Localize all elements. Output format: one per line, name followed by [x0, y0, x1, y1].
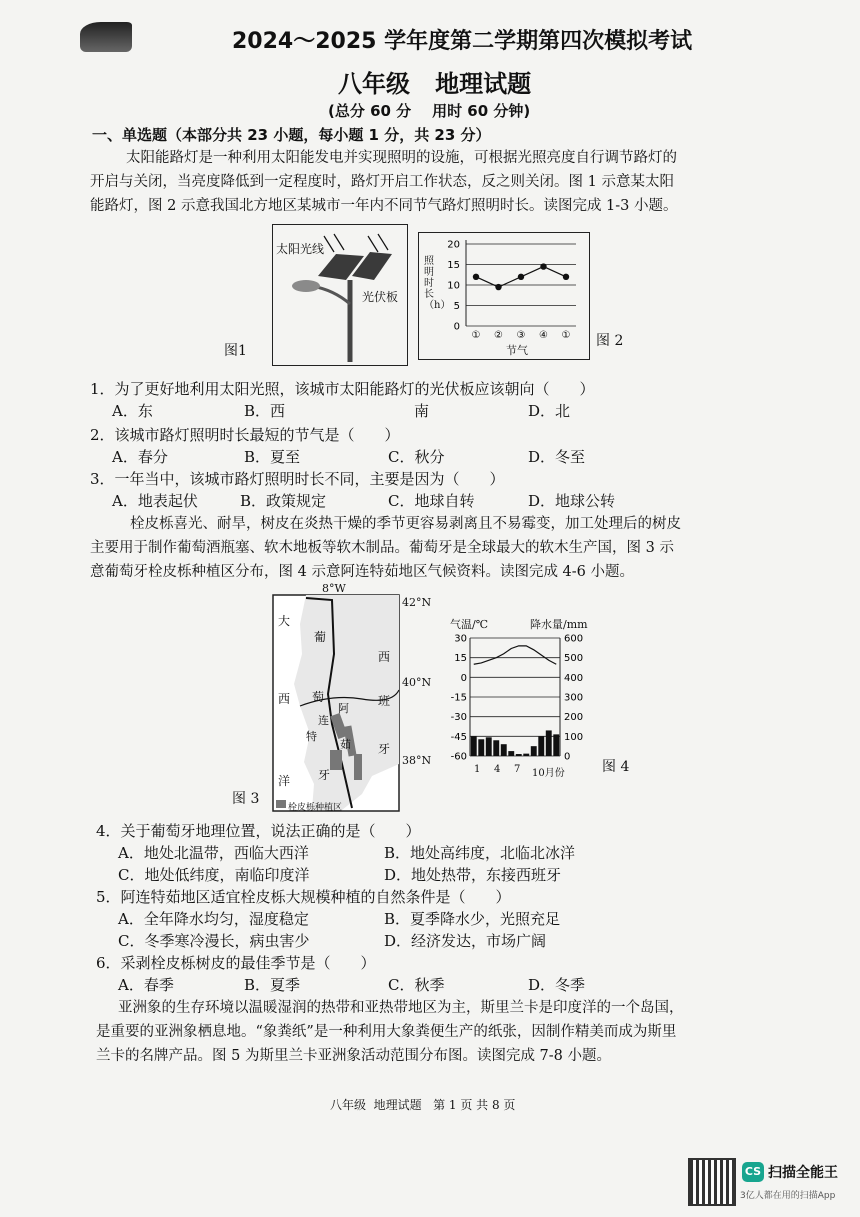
q5-option-b[interactable]: B．夏季降水少，光照充足	[384, 910, 561, 928]
x-tick-label: ④	[539, 330, 548, 341]
passage1-line1: 太阳能路灯是一种利用太阳能发电并实现照明的设施，可根据光照亮度自行调节路灯的	[126, 150, 677, 166]
map-label-alentejo-2: 连	[318, 714, 329, 727]
map-label-atlantic-3: 洋	[278, 774, 291, 788]
map-label-portugal-1: 葡	[314, 630, 327, 644]
figure4-xtick-4: 10月份	[532, 768, 565, 779]
figure3-lat2: 40°N	[402, 676, 432, 689]
figure4-caption: 图 4	[602, 759, 630, 775]
data-point	[563, 274, 569, 280]
figure2-caption: 图 2	[596, 333, 624, 349]
q1-option-a[interactable]: A．东	[112, 402, 153, 420]
figure3-lat3: 38°N	[402, 754, 432, 767]
passage2-line3: 意葡萄牙栓皮栎种植区分布，图 4 示意阿连特茹地区气候资料。读图完成 4-6 小题。	[90, 564, 635, 580]
q1-option-d[interactable]: D．北	[528, 402, 571, 420]
q2-option-b[interactable]: B．夏至	[244, 448, 301, 466]
q6-option-d[interactable]: D．冬季	[528, 976, 586, 994]
map-label-atlantic-2: 西	[278, 692, 291, 706]
passage2-line1: 栓皮栎喜光、耐旱，树皮在炎热干燥的季节更容易剥离且不易霉变，加工处理后的树皮	[130, 516, 681, 532]
lamp-head	[292, 280, 320, 292]
precip-bar	[493, 740, 499, 756]
x-tick-label: ①	[471, 330, 481, 341]
figure1-label-panel: 光伏板	[362, 290, 399, 304]
y-tick-label-right: 300	[564, 692, 584, 704]
map-label-portugal-2: 萄	[312, 690, 325, 704]
q2-option-d[interactable]: D．冬至	[528, 448, 586, 466]
y-tick-label-right: 400	[564, 672, 584, 684]
map-label-alentejo-3: 特	[306, 730, 317, 743]
sun-rays	[324, 234, 388, 252]
brand-tagline: 3亿人都在用的扫描App	[740, 1191, 836, 1201]
q3-option-b[interactable]: B．政策规定	[240, 492, 327, 510]
y-tick-label-right: 600	[564, 633, 584, 645]
figure4-ylabel-right: 降水量/mm	[530, 618, 588, 631]
figure4-chart	[440, 630, 600, 776]
passage3-line1: 亚洲象的生存环境以温暖湿润的热带和亚热带地区为主，斯里兰卡是印度洋的一个岛国，	[118, 1000, 684, 1016]
score-time: (总分 60 分 用时 60 分钟)	[328, 102, 531, 120]
q4-option-a[interactable]: A．地处北温带，西临大西洋	[118, 844, 309, 862]
q1-option-b[interactable]: B．西	[244, 402, 286, 420]
precip-bar	[501, 744, 507, 756]
figure2-xlabel: 节气	[506, 344, 528, 357]
q5-option-c[interactable]: C．冬季寒冷漫长，病虫害少	[118, 932, 310, 950]
q1-stem: 1．为了更好地利用太阳光照，该城市太阳能路灯的光伏板应该朝向（ ）	[90, 380, 595, 398]
q6-option-b[interactable]: B．夏季	[244, 976, 301, 994]
q5-option-a[interactable]: A．全年降水均匀，湿度稳定	[118, 910, 309, 928]
cs-badge: CS	[742, 1162, 764, 1182]
map-label-portugal-3: 牙	[318, 768, 331, 782]
y-tick-label-left: -30	[450, 712, 467, 724]
y-tick-label-left: 30	[454, 633, 467, 645]
x-tick-label: ①	[561, 330, 571, 341]
q6-option-a[interactable]: A．春季	[118, 976, 174, 994]
y-tick-label-right: 200	[564, 712, 584, 724]
figure1-label-sunlight: 太阳光线	[276, 242, 325, 256]
y-tick-label: 15	[447, 260, 460, 271]
passage1-line3: 能路灯，图 2 示意我国北方地区某城市一年内不同节气路灯照明时长。读图完成 1-3 小题。	[90, 198, 678, 214]
figure3-lon: 8°W	[322, 582, 346, 595]
map-label-alentejo-4: 茹	[340, 738, 351, 751]
y-tick-label-right: 500	[564, 653, 584, 665]
figure4-ylabel-left: 气温/℃	[450, 618, 489, 631]
temperature-line	[474, 646, 557, 664]
y-tick-label: 20	[447, 239, 460, 251]
figure2-ylabel: 照明时长（h）	[424, 256, 451, 311]
subject-title: 八年级 地理试题	[338, 70, 532, 98]
passage1-line2: 开启与关闭，当亮度降低到一定程度时，路灯开启工作状态，反之则关闭。图 1 示意某太阳	[90, 174, 674, 190]
passage2-line2: 主要用于制作葡萄酒瓶塞、软木地板等软木制品。葡萄牙是全球最大的软木生产国，图 3 示	[90, 540, 674, 556]
q1-option-c[interactable]: 南	[414, 402, 430, 420]
map-label-atlantic-1: 大	[278, 614, 291, 628]
passage3-line3: 兰卡的名牌产品。图 5 为斯里兰卡亚洲象活动范围分布图。读图完成 7-8 小题。	[96, 1048, 612, 1064]
figure1-caption: 图1	[224, 343, 247, 359]
scan-shadow	[80, 22, 132, 52]
y-tick-label-right: 100	[564, 731, 584, 743]
legend-swatch	[276, 800, 286, 808]
q5-option-d[interactable]: D．经济发达，市场广阔	[384, 932, 547, 950]
y-tick-label-left: -45	[450, 731, 467, 743]
figure4-xtick-1: 1	[474, 764, 481, 775]
map-label-spain-1: 西	[378, 650, 391, 664]
exam-title: 2024～2025 学年度第二学期第四次模拟考试	[232, 29, 693, 54]
precip-bar	[486, 737, 492, 756]
brand-name: 扫描全能王	[768, 1165, 838, 1181]
y-tick-label-left: -15	[450, 692, 467, 704]
section-heading: 一、单选题（本部分共 23 小题，每小题 1 分，共 23 分）	[92, 126, 491, 144]
data-point	[540, 263, 546, 269]
precip-bar	[531, 746, 537, 756]
map-label-spain-2: 班	[378, 694, 391, 708]
figure3-caption: 图 3	[232, 791, 260, 807]
data-point	[473, 274, 479, 280]
q2-option-a[interactable]: A．春分	[112, 448, 168, 466]
solar-lamp-illustration	[272, 224, 408, 366]
q4-stem: 4．关于葡萄牙地理位置，说法正确的是（ ）	[96, 822, 421, 840]
precip-bar	[471, 736, 477, 756]
x-tick-label: ②	[494, 330, 503, 341]
figure4-xtick-2: 4	[494, 764, 501, 775]
y-tick-label: 10	[447, 280, 460, 292]
q4-option-b[interactable]: B．地处高纬度，北临北冰洋	[384, 844, 576, 862]
data-point	[518, 274, 524, 280]
x-tick-label: ③	[516, 330, 526, 341]
figure4-xtick-3: 7	[514, 764, 521, 775]
y-tick-label-left: 15	[454, 653, 467, 665]
q3-stem: 3．一年当中，该城市路灯照明时长不同，主要是因为（ ）	[90, 470, 505, 488]
precip-bar	[516, 754, 522, 756]
q5-stem: 5．阿连特茹地区适宜栓皮栎大规模种植的自然条件是（ ）	[96, 888, 511, 906]
y-tick-label-right: 0	[564, 751, 571, 763]
q6-option-c[interactable]: C．秋季	[388, 976, 445, 994]
figure3-legend: 栓皮栎种植区	[288, 803, 343, 813]
qr-code	[690, 1160, 734, 1204]
q4-option-d[interactable]: D．地处热带，东接西班牙	[384, 866, 562, 884]
data-point	[495, 284, 501, 290]
q2-option-c[interactable]: C．秋分	[388, 448, 445, 466]
q3-option-d[interactable]: D．地球公转	[528, 492, 616, 510]
precip-bar	[546, 730, 552, 756]
q4-option-c[interactable]: C．地处低纬度，南临印度洋	[118, 866, 310, 884]
map-label-spain-3: 牙	[378, 742, 391, 756]
q6-stem: 6．采剥栓皮栎树皮的最佳季节是（ ）	[96, 954, 376, 972]
q3-option-c[interactable]: C．地球自转	[388, 492, 475, 510]
y-tick-label: 0	[453, 321, 460, 333]
q2-stem: 2．该城市路灯照明时长最短的节气是（ ）	[90, 426, 400, 444]
passage3-line2: 是重要的亚洲象栖息地。“象粪纸”是一种利用大象粪便生产的纸张，因制作精美而成为斯里	[96, 1024, 677, 1040]
precip-bar	[508, 751, 514, 756]
y-tick-label-left: 0	[460, 672, 467, 684]
precip-bar	[553, 734, 559, 756]
figure2-chart	[418, 232, 590, 360]
precip-bar	[478, 739, 484, 756]
map-label-alentejo-1: 阿	[338, 702, 349, 715]
q3-option-a[interactable]: A．地表起伏	[112, 492, 198, 510]
y-tick-label: 5	[453, 301, 460, 312]
y-tick-label-left: -60	[450, 751, 467, 763]
figure3-lat1: 42°N	[402, 596, 432, 609]
precip-bar	[523, 754, 529, 756]
precip-bar	[538, 736, 544, 756]
page-footer: 八年级 地理试题 第 1 页 共 8 页	[330, 1098, 516, 1112]
